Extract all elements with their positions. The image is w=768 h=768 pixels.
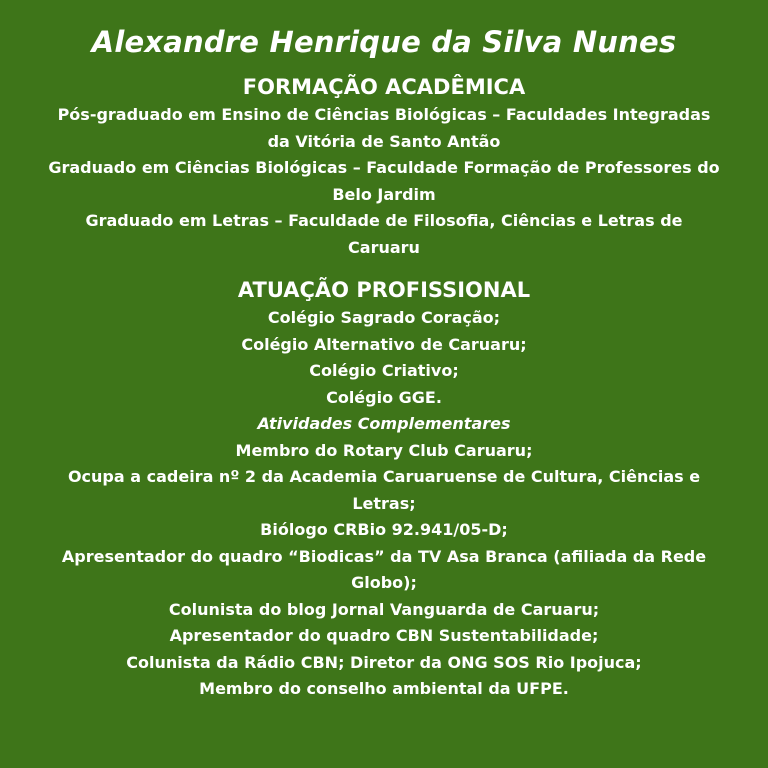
- activity-line: Colunista do blog Jornal Vanguarda de Caruaru;: [168, 599, 600, 619]
- professional-section-title: ATUAÇÃO PROFISSIONAL: [237, 278, 531, 302]
- activity-line: Colunista da Rádio CBN; Diretor da ONG SOS Rio Ipojuca;: [126, 652, 642, 672]
- academic-line: Caruaru: [348, 237, 420, 257]
- academic-line: Graduado em Letras – Faculdade de Filosofia, Ciências e Letras de: [85, 211, 683, 230]
- section-spacer: [14, 261, 754, 275]
- academic-line: Pós-graduado em Ensino de Ciências Biológicas – Faculdades Integradas: [57, 105, 711, 124]
- activity-line: Globo);: [351, 573, 417, 592]
- activity-line: Membro do conselho ambiental da UFPE.: [199, 679, 569, 698]
- academic-line: Graduado em Ciências Biológicas – Faculdade Formação de Professores do: [48, 158, 720, 177]
- professional-section: [14, 275, 754, 703]
- academic-line: Belo Jardim: [332, 184, 436, 204]
- activities-subheading: Atividades Complementares: [257, 414, 511, 433]
- academic-section: [14, 72, 754, 261]
- activity-line: Biólogo CRBio 92.941/05-D;: [260, 520, 508, 539]
- professional-line: Colégio GGE.: [326, 387, 442, 407]
- activity-line: Apresentador do quadro “Biodicas” da TV Asa Branca (afiliada da Rede: [61, 546, 707, 566]
- professional-line: Colégio Criativo;: [309, 361, 459, 380]
- professional-line: Colégio Sagrado Coração;: [267, 308, 501, 327]
- activity-line: Letras;: [352, 493, 416, 513]
- activity-line: Ocupa a cadeira nº 2 da Academia Caruaruense de Cultura, Ciências e: [67, 467, 701, 486]
- academic-section-title: FORMAÇÃO ACADÊMICA: [242, 75, 526, 99]
- activity-line: Membro do Rotary Club Caruaru;: [235, 440, 533, 460]
- person-name: Alexandre Henrique da Silva Nunes: [91, 25, 677, 59]
- activity-line: Apresentador do quadro CBN Sustentabilidade;: [169, 626, 599, 645]
- professional-line: Colégio Alternativo de Caruaru;: [241, 334, 527, 354]
- academic-line: da Vitória de Santo Antão: [267, 131, 501, 151]
